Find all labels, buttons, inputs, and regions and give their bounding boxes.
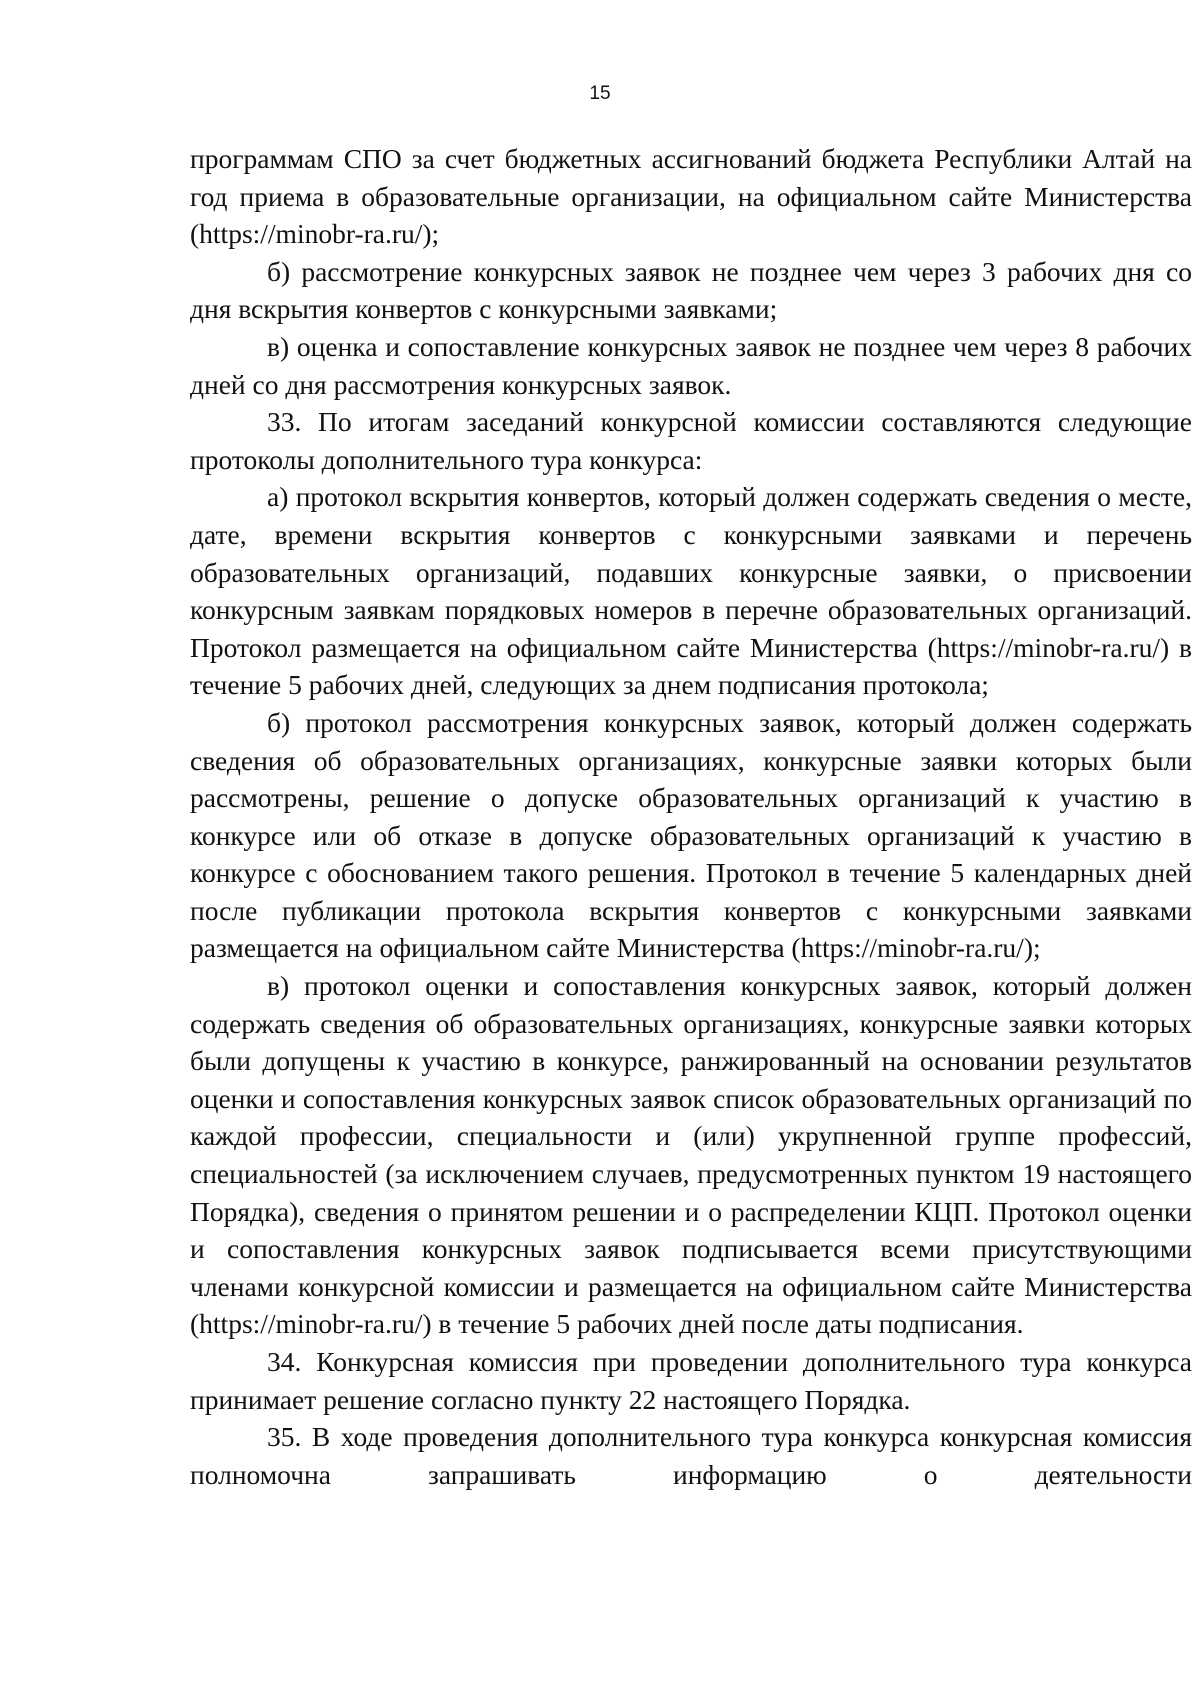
- paragraph-32c: в) оценка и сопоставление конкурсных заявок не позднее чем через 8 рабочих дней со дня рассмотрения конкурсных заявок.: [190, 330, 1192, 400]
- page-number: 15: [589, 83, 611, 104]
- paragraph-35: 35. В ходе проведения дополнительного тура конкурса конкурсная комиссия полномочна запрашивать информацию о деятельности: [190, 1421, 1192, 1490]
- paragraph-33b: б) протокол рассмотрения конкурсных заявок, который должен содержать сведения об образовательных организациях, конкурсные заявки которых были рассмотрены, решение о допуске образовательных организаций к участию в конкурсе или об отказе в допуске образовательных организаций к участию в конкурсе с обоснованием такого решения. Протокол в течение 5 календарных дней после публикации протокола вскрытия конвертов с конкурсными заявками размещается на официальном сайте Министерства (https://minobr-ra.ru/);: [190, 706, 1192, 964]
- paragraph-34: 34. Конкурсная комиссия при проведении дополнительного тура конкурса принимает решение согласно пункту 22 настоящего Порядка.: [190, 1346, 1192, 1415]
- document-body: [190, 140, 1192, 1493]
- paragraph-continuation: программам СПО за счет бюджетных ассигнований бюджета Республики Алтай на год приема в образовательные организации, на официальном сайте Министерства (https://minobr-ra.ru/);: [190, 143, 1192, 250]
- paragraph-32b: б) рассмотрение конкурсных заявок не позднее чем через 3 рабочих дня со дня вскрытия конвертов с конкурсными заявками;: [190, 255, 1192, 325]
- paragraph-33: 33. По итогам заседаний конкурсной комиссии составляются следующие протоколы дополнительного тура конкурса:: [190, 406, 1192, 475]
- paragraph-33c: в) протокол оценки и сопоставления конкурсных заявок, который должен содержать сведения об образовательных организациях, конкурсные заявки которых были допущены к участию в конкурсе, ранжированный на основании результатов оценки и сопоставления конкурсных заявок список образовательных организаций по каждой профессии, специальности и (или) укрупненной группе профессий, специальностей (за исключением случаев, предусмотренных пунктом 19 настоящего Порядка), сведения о принятом решении и о распределении КЦП. Протокол оценки и сопоставления конкурсных заявок подписывается всеми присутствующими членами конкурсной комиссии и размещается на официальном сайте Министерства (https://minobr-ra.ru/) в течение 5 рабочих дней после даты подписания.: [190, 970, 1192, 1340]
- paragraph-33a: а) протокол вскрытия конвертов, который должен содержать сведения о месте, дате, времени вскрытия конвертов с конкурсными заявками и перечень образовательных организаций, подавших конкурсные заявки, о присвоении конкурсным заявкам порядковых номеров в перечне образовательных организаций. Протокол размещается на официальном сайте Министерства (https://minobr-ra.ru/) в течение 5 рабочих дней, следующих за днем подписания протокола;: [190, 481, 1192, 701]
